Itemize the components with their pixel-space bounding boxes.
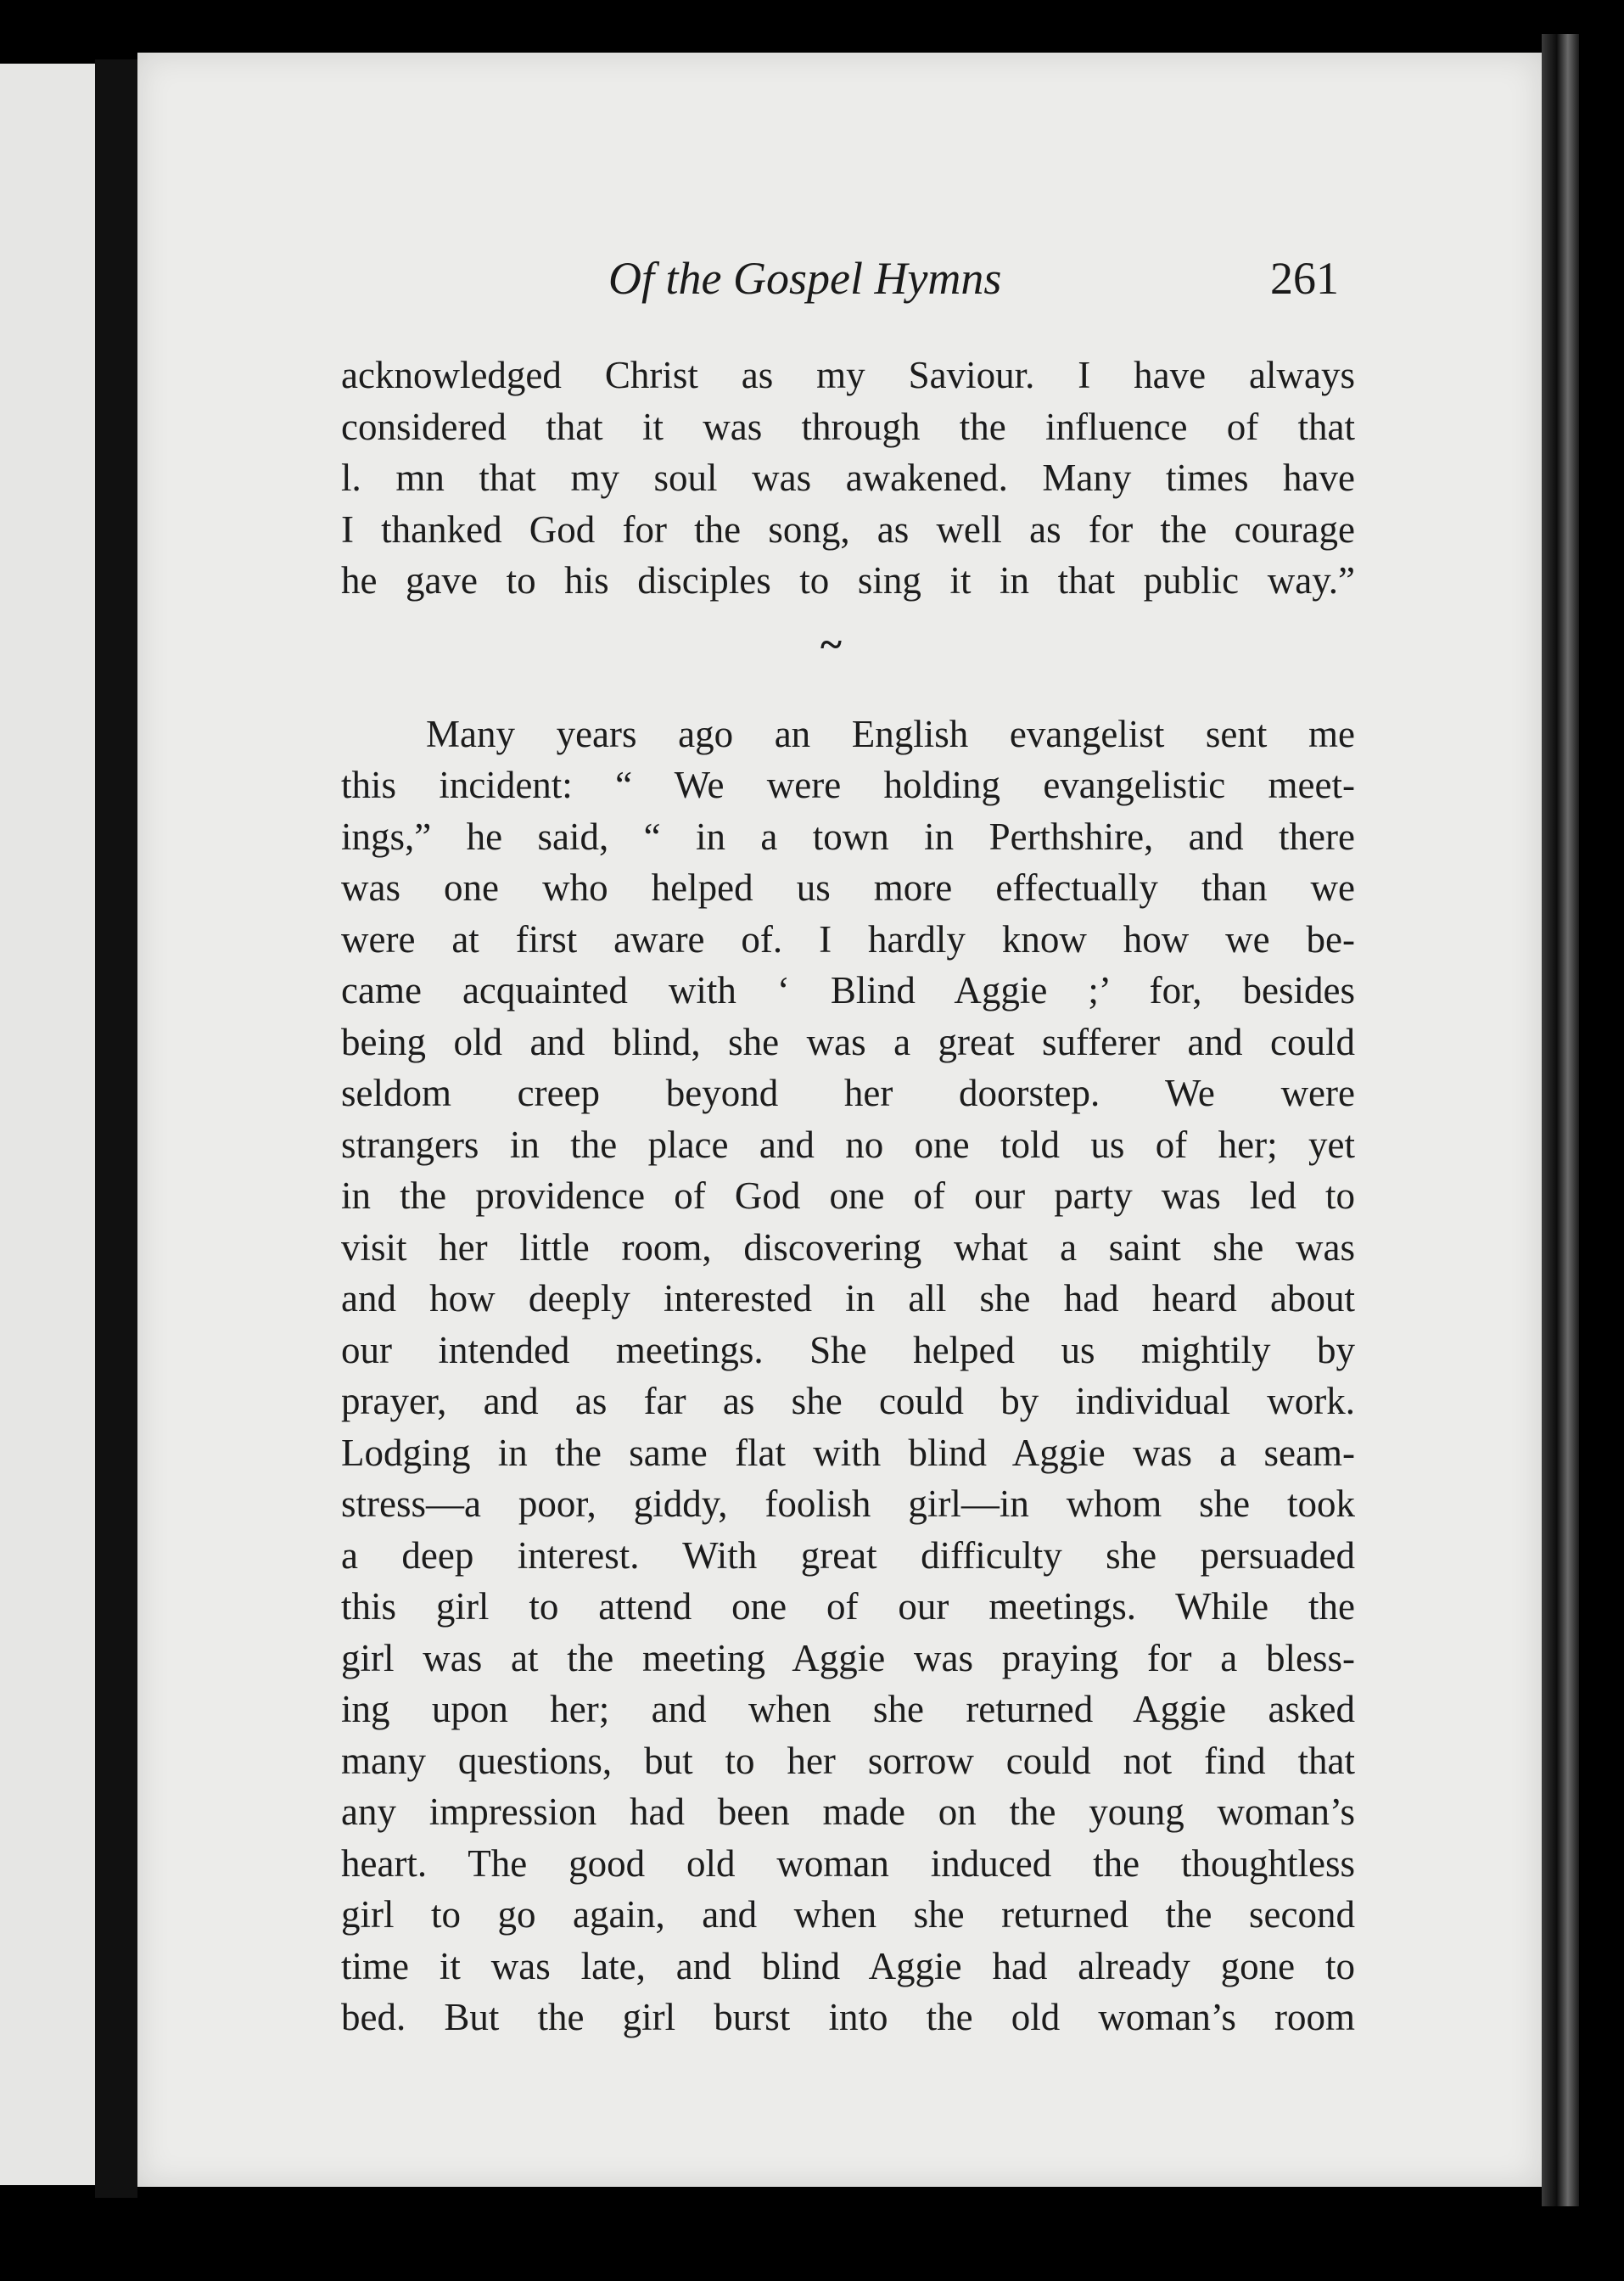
text-line: a deep interest. With great difficulty she persuaded [341, 1533, 1355, 1577]
text-line: stress—a poor, giddy, foolish girl—in whom she took [341, 1482, 1355, 1525]
text-line: girl to go again, and when she returned the second [341, 1893, 1355, 1936]
running-title: Of the Gospel Hymns [608, 253, 1002, 304]
text-line: ings,” he said, “ in a town in Perthshire, and there [341, 815, 1355, 858]
text-line: being old and blind, she was a great sufferer and could [341, 1020, 1355, 1063]
text-line: seldom creep beyond her doorstep. We were [341, 1072, 1355, 1114]
adjacent-page-edge [0, 64, 95, 2185]
text-line: in the providence of God one of our party was led to [341, 1174, 1355, 1217]
text-line: our intended meetings. She helped us mightily by [341, 1328, 1355, 1371]
text-line: girl was at the meeting Aggie was praying for a bless- [341, 1636, 1355, 1679]
book-page [137, 53, 1542, 2187]
paragraph-1 [341, 350, 1355, 607]
text-line: strangers in the place and no one told us of her; yet [341, 1123, 1355, 1166]
text-line: heart. The good old woman induced the thoughtless [341, 1841, 1355, 1885]
text-line: this incident: “ We were holding evangelistic meet- [341, 764, 1355, 806]
paragraph-2 [341, 709, 1355, 2043]
text-line: came acquainted with ‘ Blind Aggie ;’ for, besides [341, 969, 1355, 1012]
text-line: any impression had been made on the young woman’s [341, 1791, 1355, 1833]
text-line: he gave to his disciples to sing it in that public way.” [341, 559, 1355, 602]
text-line: l. mn that my soul was awakened. Many times have [341, 457, 1355, 499]
text-line: time it was late, and blind Aggie had already gone to [341, 1944, 1355, 1987]
text-line: acknowledged Christ as my Saviour. I have always [341, 354, 1355, 396]
text-line: bed. But the girl burst into the old woman’s room [341, 1996, 1355, 2038]
book-gutter [95, 59, 137, 2198]
text-line: was one who helped us more effectually than we [341, 866, 1355, 909]
text-line: Many years ago an English evangelist sent me [426, 712, 1355, 755]
text-line: and how deeply interested in all she had heard about [341, 1277, 1355, 1320]
text-line: this girl to attend one of our meetings. While the [341, 1585, 1355, 1628]
text-line: I thanked God for the song, as well as for the courage [341, 507, 1355, 551]
text-line: ing upon her; and when she returned Aggie asked [341, 1688, 1355, 1730]
text-line: considered that it was through the influence of that [341, 405, 1355, 448]
text-line: visit her little room, discovering what a saint she was [341, 1225, 1355, 1269]
page-edge-shadow [1542, 34, 1579, 2206]
text-line: many questions, but to her sorrow could not find that [341, 1739, 1355, 1782]
running-head [137, 252, 1542, 320]
text-line: Lodging in the same flat with blind Aggie was a seam- [341, 1431, 1355, 1474]
section-ornament: ~ [820, 621, 842, 667]
page-number: 261 [1270, 253, 1339, 304]
body-text [341, 350, 1355, 2043]
text-line: were at first aware of. I hardly know how we be- [341, 917, 1355, 961]
text-line: prayer, and as far as she could by individual work. [341, 1380, 1355, 1422]
